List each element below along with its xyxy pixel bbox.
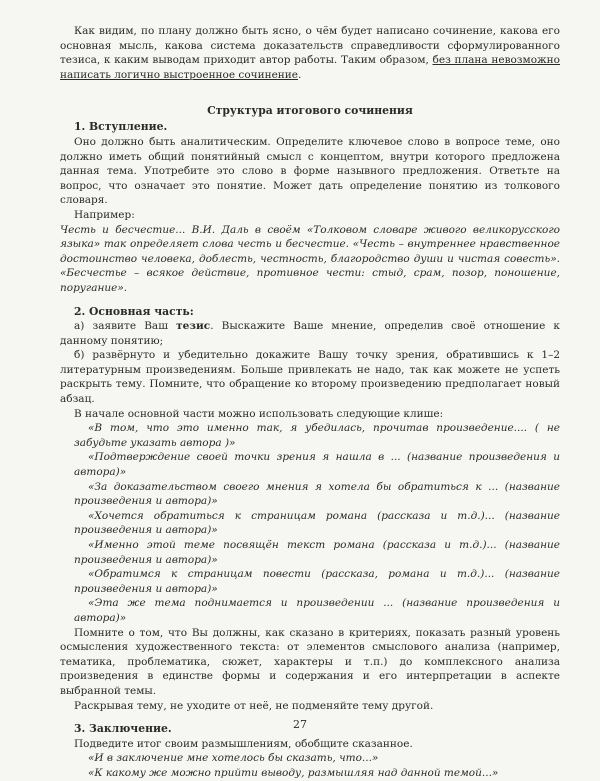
- section-title: Структура итогового сочинения: [207, 104, 413, 118]
- intro-paragraph: [60, 24, 560, 82]
- cliche-quote: «Эта же тема поднимается и произведении ... (название произведения и автора)»: [74, 597, 560, 624]
- cliche-intro: В начале основной части можно использовать следующие клише:: [74, 407, 444, 420]
- intro-underlined-text: без плана невозможно написать логично выстроенное сочинение: [60, 54, 561, 81]
- section-introduction: [60, 120, 560, 295]
- item-a-prefix: а) заявите Ваш: [74, 320, 177, 333]
- section-3-paragraph: Подведите итог своим размышлениям, обобщите сказанное.: [74, 737, 413, 750]
- item-b: б) развёрнуто и убедительно докажите Вашу точку зрения, обратившись к 1–2 литературным произведениям. Больше привлекать не надо, так как можете не успеть раскрыть тему. Помните, что обращение ко второму произведению предполагает новый абзац.: [60, 349, 560, 406]
- section-1-paragraph: Оно должно быть аналитическим. Определите ключевое слово в вопросе теме, оно должно иметь общий понятийный смысл с концептом, внутри которого предложена данная тема. Употребите это слово в форме назывного предложения. Ответьте на вопрос, что означает это понятие. Может дать определение понятию из толкового словаря.: [60, 135, 560, 207]
- cliche-quote: «За доказательством своего мнения я хотела бы обратиться к ... (название произведения и автора)»: [74, 480, 560, 508]
- item-a-thesis: тезис: [176, 320, 211, 333]
- criteria-paragraph: Помните о том, что Вы должны, как сказано в критериях, показать разный уровень осмысления художественного текста: от элементов смыслового анализа (например, тематика, проблематика, сюжет, характеры и т.п.) до комплексного анализа произведения в единстве формы и содержания и его интерпретации в аспекте выбранной темы.: [60, 626, 560, 697]
- cliche-quote: «Именно этой теме посвящён текст романа (рассказа и т.д.)... (название произведения и автора)»: [74, 539, 560, 566]
- example-text: Честь и бесчестие... В.И. Даль в своём «Толковом словаре живого великорусского языка» так определяет слова честь и бесчестие. «Честь – внутреннее нравственное достоинство человека, доблесть, честность, благородство души и чистая совесть». «Бесчестье – всякое действие, противное чести: стыд, срам, позор, поношение, поругание».: [60, 223, 560, 294]
- cliche-quote: «Хочется обратиться к страницам романа (рассказа и т.д.)... (название произведения и автора)»: [74, 509, 560, 537]
- section-2-heading: 2. Основная часть:: [74, 304, 194, 318]
- example-label: Например:: [74, 208, 135, 221]
- item-a: [60, 319, 560, 348]
- item-a-suffix: . Выскажите Ваше мнение, определив своё отношение к данному понятию;: [60, 320, 560, 347]
- page-number: 27: [293, 718, 307, 731]
- cliche-quote: «В том, что это именно так, я убедилась, прочитав произведение.... ( не забудьте указать автора )»: [74, 422, 560, 449]
- cliche-quote: «Подтверждение своей точки зрения я нашла в ... (название произведения и автора)»: [74, 451, 560, 479]
- conclusion-quote: «К какому же можно прийти выводу, размышляя над данной темой...»: [88, 766, 499, 779]
- intro-text-end: .: [298, 68, 302, 81]
- section-1-heading: 1. Вступление.: [74, 120, 168, 134]
- section-main-part: [60, 305, 560, 714]
- cliche-quote: «Обратимся к страницам повести (рассказа, романа и т.д.)... (название произведения и автора)»: [74, 568, 560, 595]
- section-3-heading: 3. Заключение.: [74, 722, 172, 736]
- conclusion-quote: «И в заключение мне хотелось бы сказать, что...»: [88, 752, 379, 765]
- stay-on-topic-paragraph: Раскрывая тему, не уходите от неё, не подменяйте тему другой.: [74, 699, 434, 712]
- intro-text: Как видим, по плану должно быть ясно, о чём будет написано сочинение, какова его основная мысль, какова система доказательств справедливости сформулированного тезиса, к каким выводам приходит автор работы. Таким образом,: [60, 25, 560, 67]
